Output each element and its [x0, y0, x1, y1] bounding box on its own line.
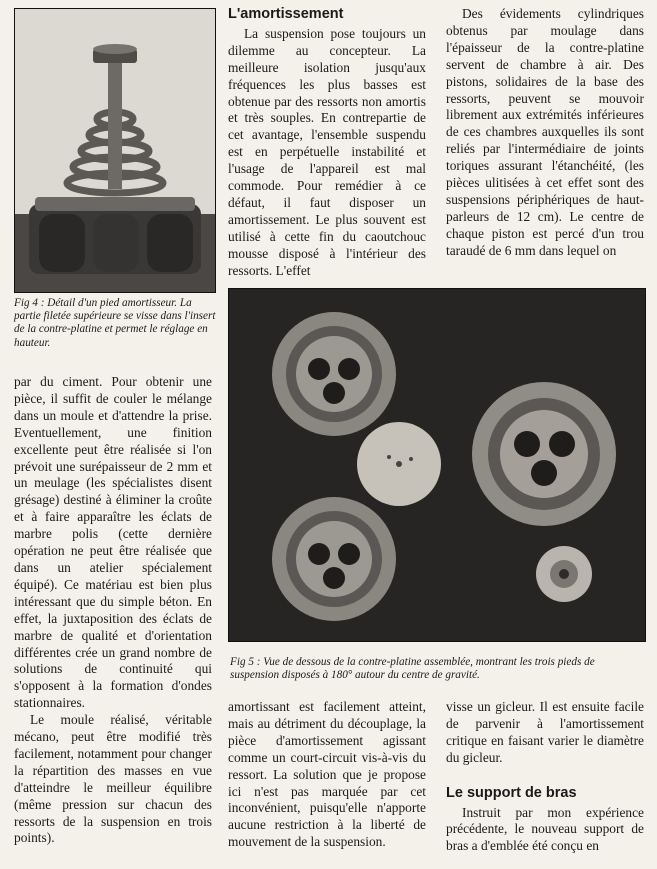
paragraph: La suspension pose toujours un dilemme au concepteur. La meilleure isolation jusqu'aux fréquences les plus basses est obtenue par des ressorts non amortis et très souples. En contrepartie de cet avantage, l'ensemble suspendu est en perpétuelle instabilité et l'usage de l'appareil est mal commode. Pour remédier à ce défaut, il faut disposer un amortissement. Le plus souvent est utilisé à cette fin du caoutchouc mousse disposé à l'intérieur des ressorts. L'effet: [228, 25, 426, 278]
suspension-disc-right: [472, 382, 616, 526]
damper-foot-illustration: [15, 9, 215, 292]
fig5-photo: [228, 288, 646, 642]
col2-top: [228, 6, 426, 280]
paragraph: Le moule réalisé, véritable mécano, peut être modifié très facilement, notamment pour changer la répartition des masses en vue d'atteindre le meilleur équilibre (même pression sur chacun des ressorts de la suspension en trois points).: [14, 712, 212, 846]
paragraph: amortissant est facilement atteint, mais au détriment du découplage, la pièce d'amortissement agissant comme un court-circuit vis-à-vis du ressort. La solution que je propose ici n'est pas marquée par cet inconvénient, puisqu'elle n'apporte aucune restriction à la liberté de mouvement de la suspension.: [228, 699, 426, 850]
fig4-photo: [14, 8, 216, 293]
suspension-disc-bottom-left: [272, 497, 396, 621]
col3-bottom: [446, 699, 644, 855]
fig4-caption: Fig 4 : Détail d'un pied amortisseur. La partie filetée supérieure se visse dans l'insert de la contre-platine et permet le réglage en hauteur.: [14, 297, 216, 349]
col3-top: [446, 6, 644, 260]
suspension-disc-top-left: [272, 312, 396, 436]
paragraph: par du ciment. Pour obtenir une pièce, il suffit de couler le mélange dans un moule et d'attendre la prise. Eventuellement, une finition excellente peut être réalisée si l'on prévoit une surépaisseur de 2 mm et un meulage (les spécialistes disent grésage) destiné à éliminer la croûte et à faire apparaître les éclats de marbre polis (cette dernière opération ne peut être réalisée que dans un atelier spécialement équipé). Ce matériau est bien plus intéressant que du simple béton. En effet, la juxtaposition des éclats de marbre de qualité et d'orientation différentes crée un grand nombre de solutions de continuité qui s'opposent à la formation d'ondes stationnaires.: [14, 374, 212, 711]
paragraph: Instruit par mon expérience précédente, le nouveau support de bras a d'emblée été conçu en: [446, 804, 644, 854]
section-heading-amortissement: L'amortissement: [228, 6, 344, 22]
col1-bottom: [14, 374, 212, 847]
fig5-caption-block: [230, 656, 646, 682]
fig5-caption: Fig 5 : Vue de dessous de la contre-platine assemblée, montrant les trois pieds de suspension disposés à 180° autour du centre de gravité.: [230, 656, 595, 682]
paragraph: visse un gicleur. Il est ensuite facile de parvenir à l'amortissement critique en faisant varier le diamètre du gicleur.: [446, 699, 644, 765]
fig4-caption-block: [14, 297, 216, 350]
counter-plate-underside-illustration: [229, 289, 645, 641]
col2-bottom: [228, 699, 426, 851]
paragraph: Des évidements cylindriques obtenus par moulage dans l'épaisseur de la contre-platine servent de chambre à air. Des pistons, solidaires de la base des ressorts, peuvent se mouvoir librement aux extrémités inférieures de ces chambres auxquelles ils sont reliés par l'intermédiaire de joints toriques assurant l'étanchéité, (les pièces ulitisées à cet effet sont des suspensions périphériques de haut-parleurs de 12 cm). Le centre de chaque piston est percé d'un trou taraudé de 6 mm dans lequel on: [446, 6, 644, 258]
section-heading-support-de-bras: Le support de bras: [446, 784, 577, 801]
